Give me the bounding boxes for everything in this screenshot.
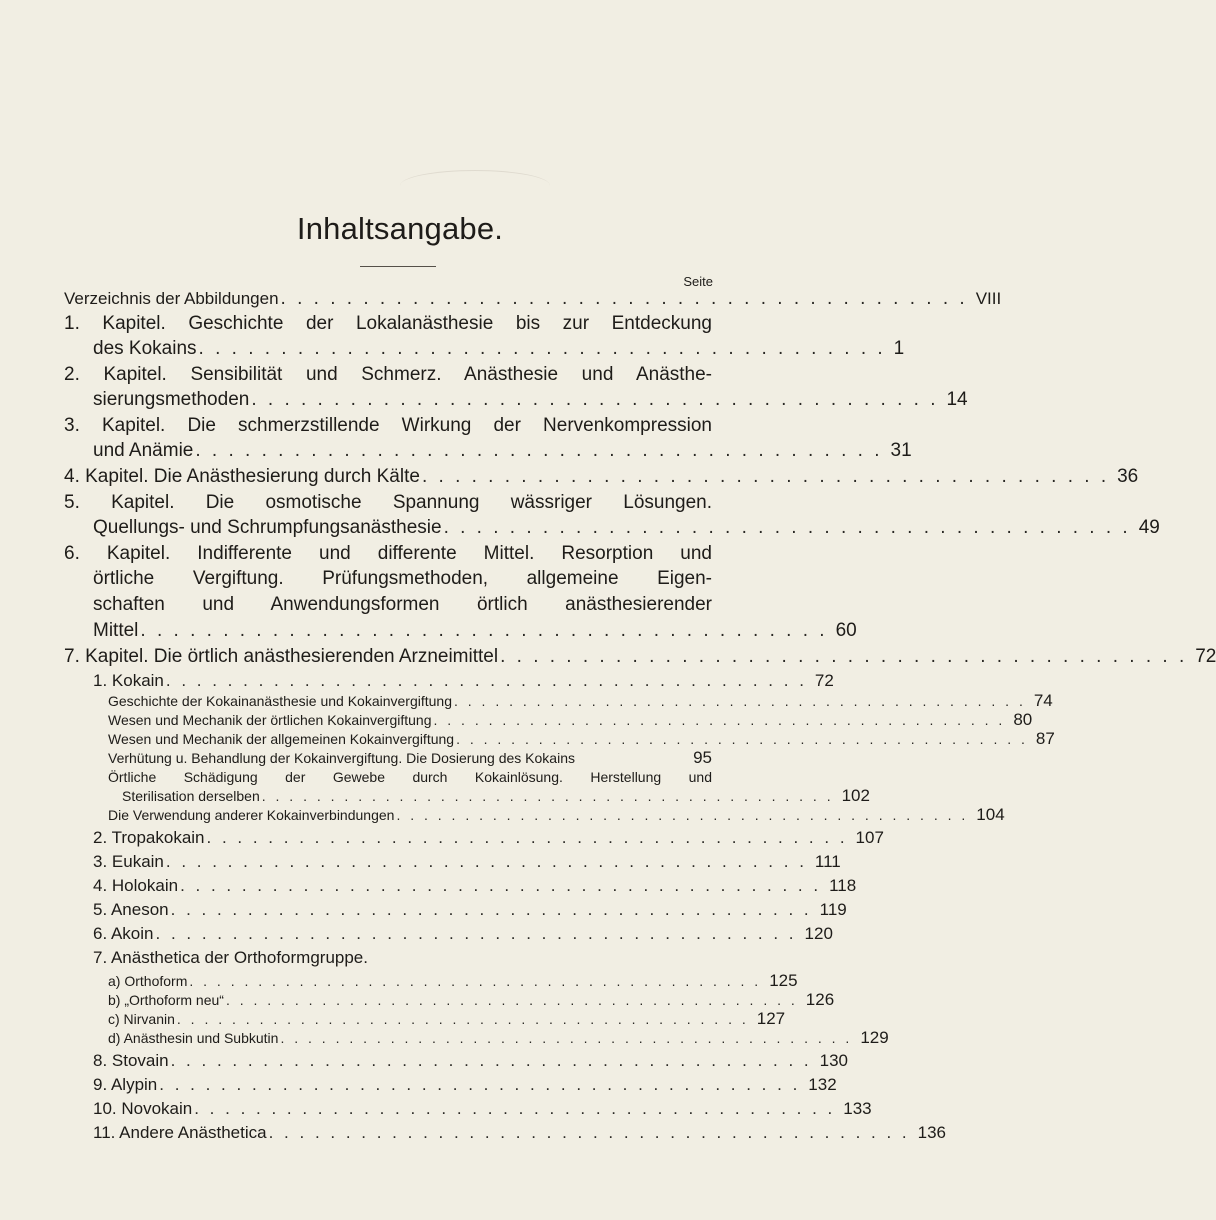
toc-entry-page: 14 xyxy=(946,389,968,410)
toc-subentry-page: 72 xyxy=(814,671,834,690)
toc-subentry xyxy=(93,1097,872,1121)
leader-dots: . . . . . . . . . . . . . . . . . . . . . . . . . . . . . . . . . . . . . . . . . . xyxy=(195,440,883,461)
toc-subentry-page: 80 xyxy=(1013,710,1033,729)
toc-subentry-page: 130 xyxy=(819,1051,849,1070)
toc-entry-continuation xyxy=(93,388,968,412)
leader-dots: . . . . . . . . . . . . . . . . . . . . . . . . . . . . . . . . . . . . . . . . . . xyxy=(500,646,1188,667)
toc-entry-page: 1 xyxy=(893,338,905,359)
toc-entry-text: Quellungs- und Schrumpfungsanästhesie xyxy=(93,517,442,538)
toc-subentry xyxy=(93,874,857,898)
toc-subentry xyxy=(93,922,833,946)
leader-dots: . . . . . . . . . . . . . . . . . . . . . . . . . . . . . . . . . . . . . . . . . . xyxy=(443,517,1131,538)
toc-entry-text: sierungsmethoden xyxy=(93,389,250,410)
toc-subentry-page: 127 xyxy=(756,1009,786,1028)
toc-entry-page: VIII xyxy=(975,289,1002,308)
toc-entry: 2. Kapitel. Sensibilität und Schmerz. Anästhesie und Anästhe- xyxy=(64,364,712,385)
toc-entry-page: 72 xyxy=(1195,646,1216,667)
toc-subentry-text: 6. Akoin xyxy=(93,924,154,943)
toc-subentry xyxy=(108,749,712,767)
leader-dots: . . . . . . . . . . . . . . . . . . . . . . . . . . . . . . . . . . . . . . . . . . xyxy=(206,828,848,847)
toc-subentry-page: 126 xyxy=(805,990,835,1009)
toc-entry-continuation xyxy=(93,516,1160,540)
toc-entry: 5. Kapitel. Die osmotische Spannung wässriger Lösungen. xyxy=(64,492,712,513)
toc-subentry-page: 125 xyxy=(769,971,798,990)
toc-subentry-page: 87 xyxy=(1035,729,1055,748)
leader-dots: . . . . . . . . . . . . . . . . . . . . . . . . . . . . . . . . . . . . . . . . . . xyxy=(251,389,939,410)
toc-subentry xyxy=(93,898,847,922)
toc-entry-text: des Kokains xyxy=(93,338,197,359)
toc-subentry-text: Sterilisation derselben xyxy=(122,788,260,804)
toc-subentry-text: 5. Aneson xyxy=(93,900,169,919)
toc-subentry-text: Wesen und Mechanik der örtlichen Kokainvergiftung xyxy=(108,712,432,728)
leader-dots: . . . . . . . . . . . . . . . . . . . . . . . . . . . . . . . . . . . . . . . . . . xyxy=(189,973,762,989)
toc-subentry-text: 11. Andere Anästhetica xyxy=(93,1123,267,1142)
toc-subentry-text: 2. Tropakokain xyxy=(93,828,205,847)
toc-subentry-page: 132 xyxy=(808,1075,837,1094)
toc-entry-continuation xyxy=(93,337,905,361)
leader-dots: . . . . . . . . . . . . . . . . . . . . . . . . . . . . . . . . . . . . . . . . . . xyxy=(170,900,812,919)
paper-stain xyxy=(400,170,550,201)
toc-subentry-page: 95 xyxy=(693,748,712,767)
toc-entry-continuation: örtliche Vergiftung. Prüfungsmethoden, allgemeine Eigen- xyxy=(93,568,712,589)
leader-dots: . . . . . . . . . . . . . . . . . . . . . . . . . . . . . . . . . . . . . . . . . . xyxy=(280,1030,853,1046)
toc-entry xyxy=(64,465,1139,489)
toc-entry-continuation xyxy=(93,619,857,643)
toc-subentry-page: 133 xyxy=(843,1099,872,1118)
title-rule xyxy=(360,266,436,267)
toc-entry-page: 36 xyxy=(1117,466,1139,487)
toc-subentry-text: 1. Kokain xyxy=(93,671,164,690)
toc-entry-continuation xyxy=(93,439,912,463)
leader-dots: . . . . . . . . . . . . . . . . . . . . . . . . . . . . . . . . . . . . . . . . . . xyxy=(140,620,828,641)
toc-subentry xyxy=(108,805,1005,824)
toc-subentry xyxy=(93,946,712,970)
toc-subentry-page: 120 xyxy=(804,924,833,943)
toc-subentry-text: Geschichte der Kokainanästhesie und Kokainvergiftung xyxy=(108,693,452,709)
toc-entry-page: 49 xyxy=(1138,517,1160,538)
toc-subentry xyxy=(93,1121,947,1145)
toc-subentry-page: 107 xyxy=(855,828,884,847)
toc-subentry-text: 9. Alypin xyxy=(93,1075,158,1094)
toc-entry xyxy=(64,645,1216,669)
toc-subentry-page: 111 xyxy=(814,852,841,871)
toc-subentry xyxy=(108,1028,889,1047)
leader-dots: . . . . . . . . . . . . . . . . . . . . . . . . . . . . . . . . . . . . . . . . . . xyxy=(225,992,798,1008)
toc-entry-text: 7. Kapitel. Die örtlich anästhesierenden Arzneimittel xyxy=(64,646,499,667)
leader-dots: . . . . . . . . . . . . . . . . . . . . . . . . . . . . . . . . . . . . . . . . . . xyxy=(180,876,822,895)
toc-subentry-page: 74 xyxy=(1033,691,1053,710)
toc-subentry-page: 136 xyxy=(917,1123,947,1142)
toc-subentry xyxy=(108,691,1053,710)
toc-entry-page: 31 xyxy=(890,440,912,461)
leader-dots: . . . . . . . . . . . . . . . . . . . . . . . . . . . . . . . . . . . . . . . . . . xyxy=(268,1123,910,1142)
toc-entry-text: und Anämie xyxy=(93,440,194,461)
toc-subentry-text: d) Anästhesin und Subkutin xyxy=(108,1030,279,1046)
leader-dots: . . . . . . . . . . . . . . . . . . . . . . . . . . . . . . . . . . . . . . . . . . xyxy=(155,924,797,943)
toc-subentry-page: 104 xyxy=(976,805,1005,824)
leader-dots: . . . . . . . . . . . . . . . . . . . . . . . . . . . . . . . . . . . . . . . . . . xyxy=(194,1099,836,1118)
leader-dots: . . . . . . . . . . . . . . . . . . . . . . . . . . . . . . . . . . . . . . . . . . xyxy=(198,338,886,359)
toc-subentry-text: 10. Novokain xyxy=(93,1099,193,1118)
toc-entry-text: Mittel xyxy=(93,620,139,641)
toc-subentry-text: Die Verwendung anderer Kokainverbindungen xyxy=(108,807,395,823)
leader-dots: . . . . . . . . . . . . . . . . . . . . . . . . . . . . . . . . . . . . . . . . . . xyxy=(421,466,1110,487)
toc-subentry xyxy=(108,990,835,1009)
toc-subentry xyxy=(93,1073,837,1097)
toc-subentry-page: 102 xyxy=(841,786,870,805)
leader-dots: . . . . . . . . . . . . . . . . . . . . . . . . . . . . . . . . . . . . . . . . . . xyxy=(159,1075,801,1094)
toc-subentry-text: 7. Anästhetica der Orthoformgruppe. xyxy=(93,948,368,967)
toc-subentry xyxy=(108,1009,786,1028)
leader-dots: . . . . . . . . . . . . . . . . . . . . . . . . . . . . . . . . . . . . . . . . . . xyxy=(261,788,834,804)
toc-subentry-text: 4. Holokain xyxy=(93,876,179,895)
toc-entry-text: Verzeichnis der Abbildungen xyxy=(64,289,279,308)
toc-subentry-page: 129 xyxy=(860,1028,889,1047)
toc-subentry-continuation xyxy=(108,786,870,805)
toc-entry: 6. Kapitel. Indifferente und differente Mittel. Resorption und xyxy=(64,543,712,564)
toc-subentry-text: 8. Stovain xyxy=(93,1051,169,1070)
toc-entry: 3. Kapitel. Die schmerzstillende Wirkung der Nervenkompression xyxy=(64,415,712,436)
toc-subentry xyxy=(93,1049,849,1073)
toc-entry-text: 4. Kapitel. Die Anästhesierung durch Kälte xyxy=(64,466,420,487)
toc-subentry: Örtliche Schädigung der Gewebe durch Kokainlösung. Herstellung und xyxy=(108,769,712,785)
toc-entry: 1. Kapitel. Geschichte der Lokalanästhesie bis zur Entdeckung xyxy=(64,313,712,334)
toc-subentry xyxy=(108,710,1033,729)
toc-subentry xyxy=(93,669,834,693)
toc-subentry-page: 119 xyxy=(819,900,847,919)
leader-dots: . . . . . . . . . . . . . . . . . . . . . . . . . . . . . . . . . . . . . . . . . . xyxy=(433,712,1006,728)
toc-subentry xyxy=(108,971,798,990)
leader-dots: . . . . . . . . . . . . . . . . . . . . . . . . . . . . . . . . . . . . . . . . . . xyxy=(165,852,807,871)
toc-subentry-text: a) Orthoform xyxy=(108,973,188,989)
toc-subentry xyxy=(93,826,884,850)
toc-subentry xyxy=(93,850,841,874)
toc-subentry-page: 118 xyxy=(829,876,857,895)
leader-dots: . . . . . . . . . . . . . . . . . . . . . . . . . . . . . . . . . . . . . . . . . . xyxy=(454,693,1026,709)
leader-dots: . . . . . . . . . . . . . . . . . . . . . . . . . . . . . . . . . . . . . . . . . . xyxy=(456,731,1028,747)
toc-subentry-text: b) „Orthoform neu“ xyxy=(108,992,224,1008)
toc-subentry-text: Verhütung u. Behandlung der Kokainvergiftung. Die Dosierung des Kokains xyxy=(108,750,575,766)
toc-subentry-text: 3. Eukain xyxy=(93,852,164,871)
toc-subentry-text: Wesen und Mechanik der allgemeinen Kokainvergiftung xyxy=(108,731,455,747)
toc-subentry-text: c) Nirvanin xyxy=(108,1011,175,1027)
toc-entry xyxy=(64,287,1002,311)
leader-dots: . . . . . . . . . . . . . . . . . . . . . . . . . . . . . . . . . . . . . . . . . . xyxy=(165,671,807,690)
page-column-label: Seite xyxy=(683,274,713,289)
toc-subentry xyxy=(108,729,1055,748)
page-title: Inhaltsangabe. xyxy=(296,211,504,246)
leader-dots: . . . . . . . . . . . . . . . . . . . . . . . . . . . . . . . . . . . . . . . . . . xyxy=(176,1011,749,1027)
leader-dots: . . . . . . . . . . . . . . . . . . . . . . . . . . . . . . . . . . . . . . . . . . xyxy=(170,1051,812,1070)
toc-entry-page: 60 xyxy=(835,620,857,641)
leader-dots: . . . . . . . . . . . . . . . . . . . . . . . . . . . . . . . . . . . . . . . . . . xyxy=(396,807,969,823)
toc-entry-continuation: schaften und Anwendungsformen örtlich anästhesierender xyxy=(93,594,712,615)
leader-dots: . . . . . . . . . . . . . . . . . . . . . . . . . . . . . . . . . . . . . . . . . . xyxy=(280,288,968,309)
